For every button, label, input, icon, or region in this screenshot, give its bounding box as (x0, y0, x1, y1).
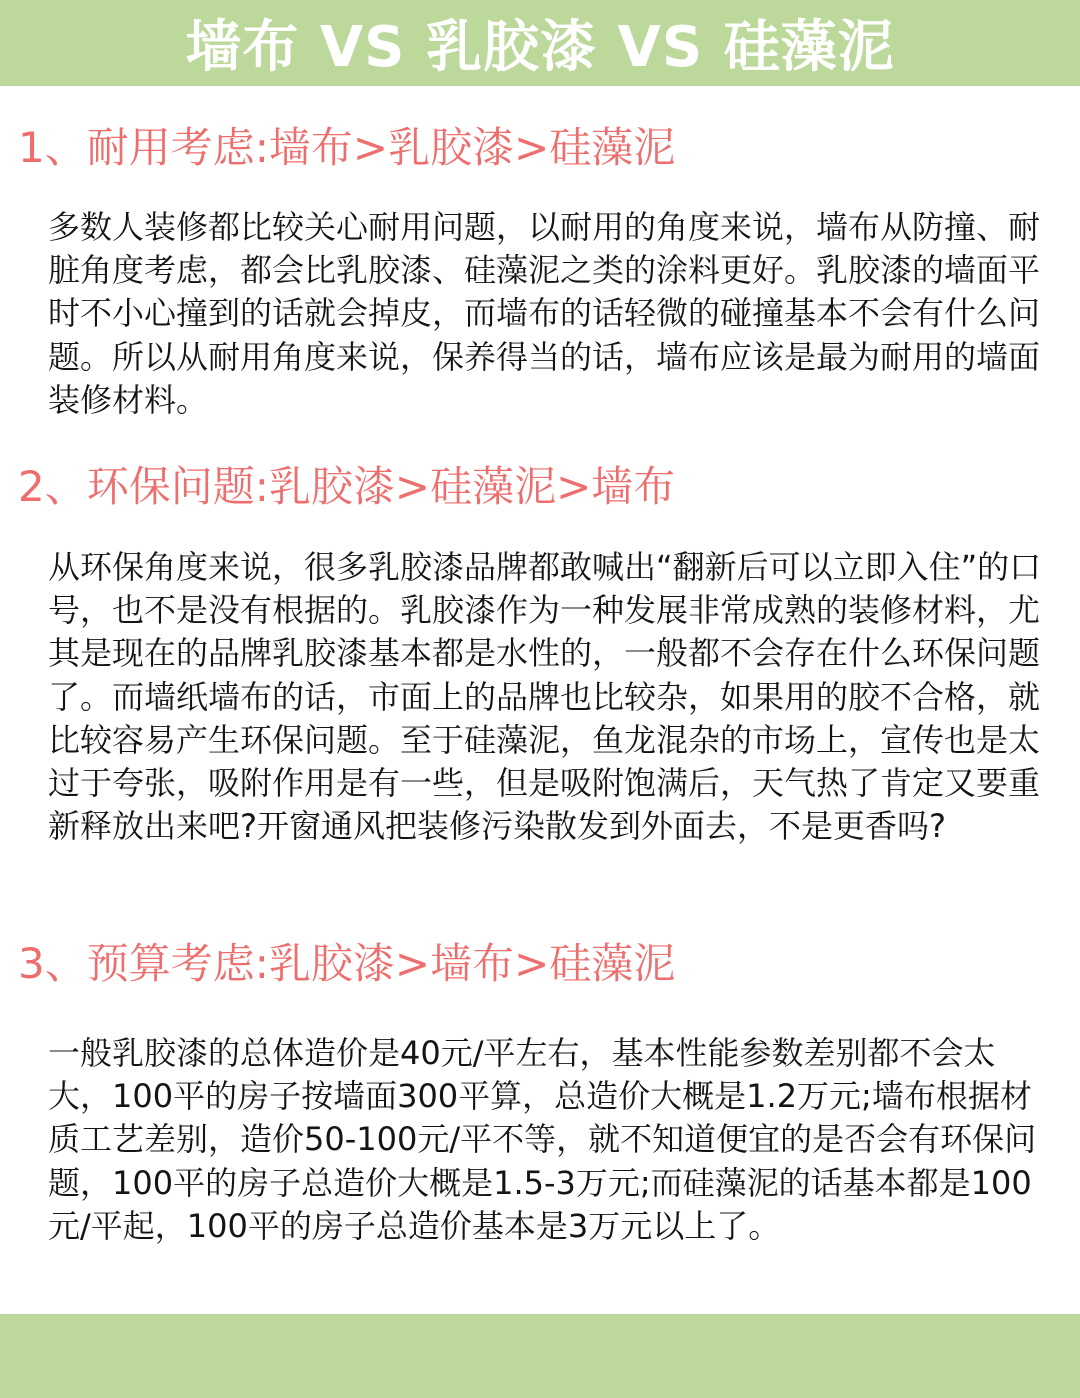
section-body-budget: 一般乳胶漆的总体造价是40元/平左右，基本性能参数差别都不会太大，100平的房子按墙面300平算，总造价大概是1.2万元;墙布根据材质工艺差别，造价50-100元/平不等，就不知道便宜的是否会有环保问题，100平的房子总造价大概是1.5-3万元;而硅藻泥的话基本都是100元/平起，100平的房子总造价基本是3万元以上了。 (48, 1034, 1037, 1245)
section-body-durability: 多数人装修都比较关心耐用问题，以耐用的角度来说，墙布从防撞、耐脏角度考虑，都会比乳胶漆、硅藻泥之类的涂料更好。乳胶漆的墙面平时不小心撞到的话就会掉皮，而墙布的话轻微的碰撞基本不会有什么问题。所以从耐用角度来说，保养得当的话，墙布应该是最为耐用的墙面装修材料。 (48, 208, 1041, 419)
section-heading-environment: 2、环保问题:乳胶漆>硅藻泥>墙布 (18, 462, 676, 511)
header-banner (0, 0, 1080, 86)
section-heading-durability: 1、耐用考虑:墙布>乳胶漆>硅藻泥 (18, 123, 676, 172)
section-body-environment: 从环保角度来说，很多乳胶漆品牌都敢喊出“翻新后可以立即入住”的口号，也不是没有根据的。乳胶漆作为一种发展非常成熟的装修材料，尤其是现在的品牌乳胶漆基本都是水性的，一般都不会存在什么环保问题了。而墙纸墙布的话，市面上的品牌也比较杂，如果用的胶不合格，就比较容易产生环保问题。至于硅藻泥，鱼龙混杂的市场上，宣传也是太过于夸张，吸附作用是有一些，但是吸附饱满后，天气热了肯定又要重新释放出来吧?开窗通风把装修污染散发到外面去，不是更香吗? (48, 548, 1042, 846)
page-title: 墙布 VS 乳胶漆 VS 硅藻泥 (185, 15, 895, 80)
section-heading-budget: 3、预算考虑:乳胶漆>墙布>硅藻泥 (18, 939, 676, 988)
footer-banner (0, 1314, 1080, 1398)
